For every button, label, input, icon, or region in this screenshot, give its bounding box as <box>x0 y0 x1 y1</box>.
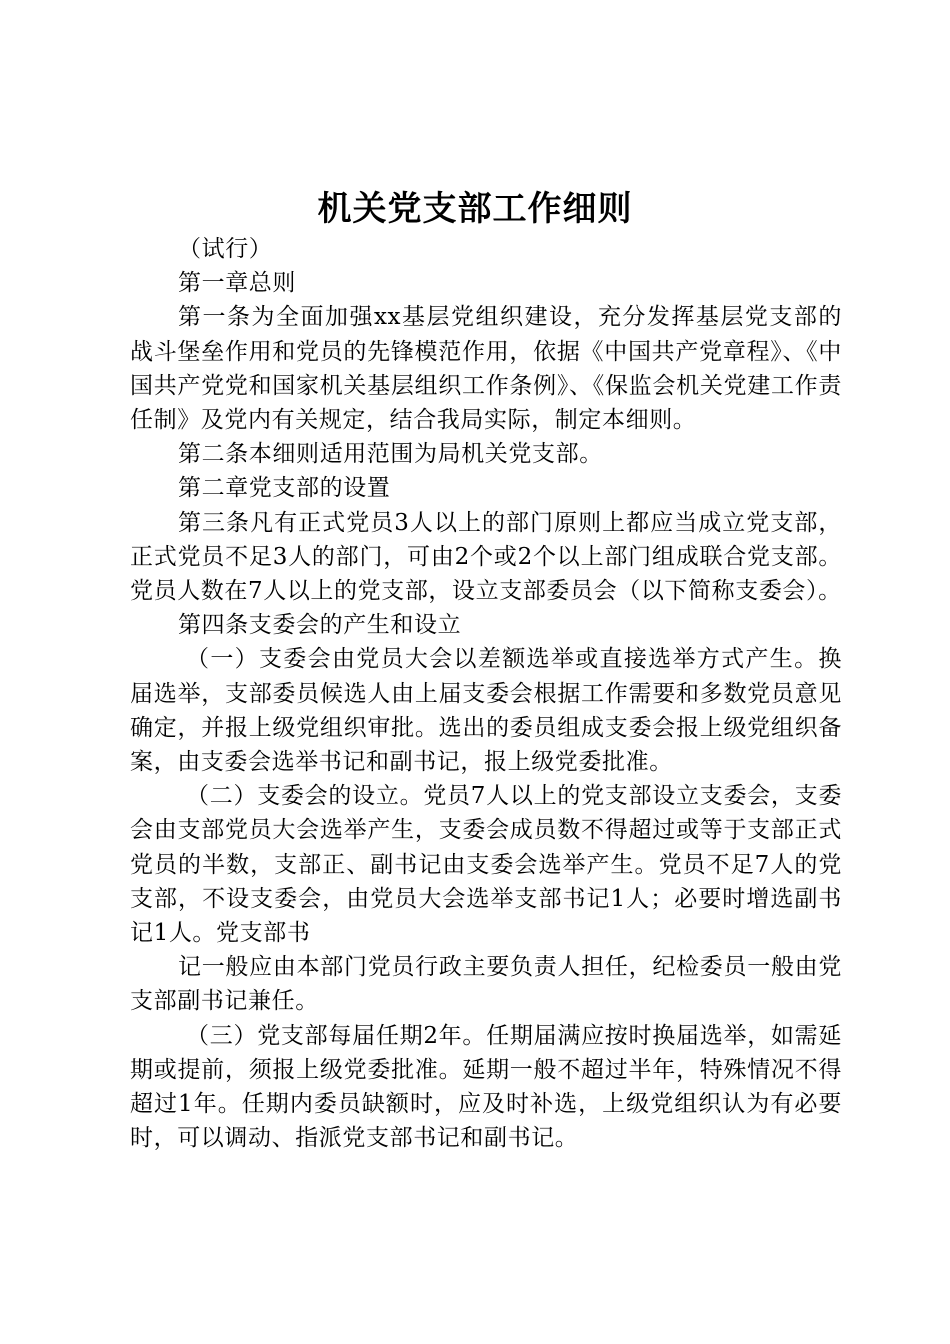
article-4: 第四条支委会的产生和设立 <box>178 612 462 639</box>
document-title: 机关党支部工作细则 <box>317 189 633 229</box>
document-body <box>130 232 842 1155</box>
chapter-heading-1: 第一章总则 <box>178 270 296 297</box>
article-4-item-3: （三）党支部每届任期2年。任期届满应按时换届选举，如需延期或提前，须报上级党委批准。延期一般不超过半年，特殊情况不得超过1年。任期内委员缺额时，应及时补选，上级党组织认为有必要时，可以调动、指派党支部书记和副书记。 <box>130 1022 842 1152</box>
article-4-item-2: （二）支委会的设立。党员7人以上的党支部设立支委会，支委会由支部党员大会选举产生，支委会成员数不得超过或等于支部正式党员的半数，支部正、副书记由支委会选举产生。党员不足7人的党支部，不设支委会，由党员大会选举支部书记1人；必要时增选副书记1人。党支部书 <box>130 783 842 947</box>
article-3: 第三条凡有正式党员3人以上的部门原则上都应当成立党支部，正式党员不足3人的部门，可由2个或2个以上部门组成联合党支部。党员人数在7人以上的党支部，设立支部委员会（以下简称支委会）。 <box>130 509 842 605</box>
article-4-item-2-continued: 记一般应由本部门党员行政主要负责人担任，纪检委员一般由党支部副书记兼任。 <box>130 954 842 1015</box>
article-4-item-1: （一）支委会由党员大会以差额选举或直接选举方式产生。换届选举，支部委员候选人由上届支委会根据工作需要和多数党员意见确定，并报上级党组织审批。选出的委员组成支委会报上级党组织备案，由支委会选举书记和副书记，报上级党委批准。 <box>130 646 842 776</box>
article-1: 第一条为全面加强xx基层党组织建设，充分发挥基层党支部的战斗堡垒作用和党员的先锋模范作用，依据《中国共产党章程》、《中国共产党党和国家机关基层组织工作条例》、《保监会机关党建工作责任制》及党内有关规定，结合我局实际，制定本细则。 <box>130 304 842 434</box>
chapter-heading-2: 第二章党支部的设置 <box>178 475 391 502</box>
paragraph-trial-note: （试行） <box>178 236 273 262</box>
article-2: 第二条本细则适用范围为局机关党支部。 <box>178 441 603 468</box>
